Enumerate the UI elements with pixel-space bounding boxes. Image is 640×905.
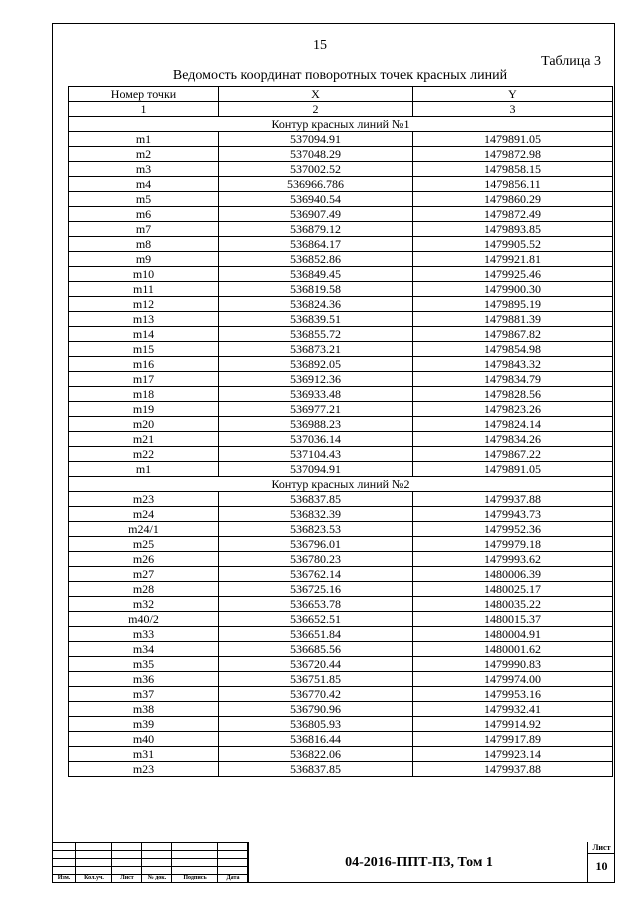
y-cell: 1479893.85: [413, 222, 613, 237]
point-number-cell: m3: [69, 162, 219, 177]
point-number-cell: m33: [69, 627, 219, 642]
column-number: 3: [413, 102, 613, 117]
point-number-cell: m32: [69, 597, 219, 612]
table-row: [69, 327, 613, 342]
y-cell: 1479856.11: [413, 177, 613, 192]
x-cell: 536864.17: [219, 237, 413, 252]
table-row: [69, 342, 613, 357]
table-row: [69, 402, 613, 417]
y-cell: 1479872.98: [413, 147, 613, 162]
y-cell: 1480035.22: [413, 597, 613, 612]
table-row: [69, 597, 613, 612]
table-row: [69, 417, 613, 432]
y-cell: 1479905.52: [413, 237, 613, 252]
y-cell: 1479895.19: [413, 297, 613, 312]
table-row: [69, 732, 613, 747]
y-cell: 1479891.05: [413, 132, 613, 147]
table-row: [69, 177, 613, 192]
x-cell: 536819.58: [219, 282, 413, 297]
title-block-grid: [52, 842, 248, 883]
table-row: [69, 462, 613, 477]
point-number-cell: m21: [69, 432, 219, 447]
column-number: 1: [69, 102, 219, 117]
y-cell: 1479872.49: [413, 207, 613, 222]
x-cell: 536837.85: [219, 492, 413, 507]
y-cell: 1479937.88: [413, 492, 613, 507]
point-number-cell: m37: [69, 687, 219, 702]
y-cell: 1479974.00: [413, 672, 613, 687]
point-number-cell: m12: [69, 297, 219, 312]
point-number-cell: m24: [69, 507, 219, 522]
table-row: [69, 282, 613, 297]
document-code: 04-2016-ППТ-ПЗ, Том 1: [248, 842, 589, 883]
table-row: [69, 567, 613, 582]
y-cell: 1479828.56: [413, 387, 613, 402]
point-number-cell: m40/2: [69, 612, 219, 627]
point-number-cell: m25: [69, 537, 219, 552]
x-cell: 536770.42: [219, 687, 413, 702]
x-cell: 536849.45: [219, 267, 413, 282]
point-number-cell: m23: [69, 762, 219, 777]
header-row: [69, 87, 613, 102]
sheet-box: [587, 842, 615, 883]
coordinates-table: [68, 86, 613, 777]
point-number-cell: m40: [69, 732, 219, 747]
coordinates-body: [69, 117, 613, 777]
header-point-number: Номер точки: [69, 87, 219, 102]
y-cell: 1479921.81: [413, 252, 613, 267]
y-cell: 1480015.37: [413, 612, 613, 627]
x-cell: 536651.84: [219, 627, 413, 642]
stamp-label-count: Кол.уч.: [84, 875, 104, 881]
point-number-cell: m5: [69, 192, 219, 207]
y-cell: 1479823.26: [413, 402, 613, 417]
point-number-cell: m22: [69, 447, 219, 462]
table-title: Ведомость координат поворотных точек красных линий: [172, 68, 508, 83]
y-cell: 1479854.98: [413, 342, 613, 357]
x-cell: 536653.78: [219, 597, 413, 612]
x-cell: 536823.53: [219, 522, 413, 537]
x-cell: 536933.48: [219, 387, 413, 402]
x-cell: 536832.39: [219, 507, 413, 522]
x-cell: 536855.72: [219, 327, 413, 342]
table-row: [69, 132, 613, 147]
x-cell: 537094.91: [219, 132, 413, 147]
point-number-cell: m13: [69, 312, 219, 327]
sheet-number: 10: [595, 859, 608, 873]
x-cell: 536839.51: [219, 312, 413, 327]
y-cell: 1479932.41: [413, 702, 613, 717]
x-cell: 536652.51: [219, 612, 413, 627]
table-row: [69, 387, 613, 402]
x-cell: 536873.21: [219, 342, 413, 357]
point-number-cell: m9: [69, 252, 219, 267]
point-number-cell: m2: [69, 147, 219, 162]
point-number-cell: m10: [69, 267, 219, 282]
y-cell: 1480006.39: [413, 567, 613, 582]
y-cell: 1479824.14: [413, 417, 613, 432]
point-number-cell: m36: [69, 672, 219, 687]
point-number-cell: m18: [69, 387, 219, 402]
table-row: [69, 762, 613, 777]
x-cell: 536988.23: [219, 417, 413, 432]
point-number-cell: m7: [69, 222, 219, 237]
point-number-cell: m1: [69, 132, 219, 147]
y-cell: 1479943.73: [413, 507, 613, 522]
x-cell: 536907.49: [219, 207, 413, 222]
x-cell: 536751.85: [219, 672, 413, 687]
table-row: [69, 162, 613, 177]
section-title: Контур красных линий №2: [69, 477, 613, 492]
y-cell: 1479937.88: [413, 762, 613, 777]
section-header-row: [69, 117, 613, 132]
x-cell: 536912.36: [219, 372, 413, 387]
point-number-cell: m8: [69, 237, 219, 252]
x-cell: 537104.43: [219, 447, 413, 462]
stamp-label-doc-number: № док.: [147, 875, 167, 881]
sheet-label: Лист: [592, 843, 611, 852]
x-cell: 536762.14: [219, 567, 413, 582]
table-row: [69, 507, 613, 522]
y-cell: 1479917.89: [413, 732, 613, 747]
point-number-cell: m17: [69, 372, 219, 387]
table-row: [69, 252, 613, 267]
table-row: [69, 297, 613, 312]
table-row: [69, 642, 613, 657]
y-cell: 1479867.82: [413, 327, 613, 342]
table-row: [69, 207, 613, 222]
table-row: [69, 612, 613, 627]
stamp-label-signature: Подпись: [183, 875, 207, 881]
header-x: X: [219, 87, 413, 102]
section-title: Контур красных линий №1: [69, 117, 613, 132]
y-cell: 1479843.32: [413, 357, 613, 372]
y-cell: 1479953.16: [413, 687, 613, 702]
x-cell: 537036.14: [219, 432, 413, 447]
y-cell: 1479834.26: [413, 432, 613, 447]
point-number-cell: m27: [69, 567, 219, 582]
point-number-cell: m20: [69, 417, 219, 432]
table-row: [69, 657, 613, 672]
point-number-cell: m14: [69, 327, 219, 342]
table-row: [69, 267, 613, 282]
point-number-cell: m15: [69, 342, 219, 357]
point-number-cell: m19: [69, 402, 219, 417]
x-cell: 536822.06: [219, 747, 413, 762]
x-cell: 537048.29: [219, 147, 413, 162]
point-number-cell: m39: [69, 717, 219, 732]
column-number: 2: [219, 102, 413, 117]
point-number-cell: m16: [69, 357, 219, 372]
page-number: 15: [313, 38, 327, 53]
x-cell: 536966.786: [219, 177, 413, 192]
y-cell: 1479993.62: [413, 552, 613, 567]
point-number-cell: m1: [69, 462, 219, 477]
point-number-cell: m31: [69, 747, 219, 762]
y-cell: 1479952.36: [413, 522, 613, 537]
x-cell: 536977.21: [219, 402, 413, 417]
y-cell: 1479834.79: [413, 372, 613, 387]
table-row: [69, 672, 613, 687]
point-number-cell: m23: [69, 492, 219, 507]
point-number-cell: m38: [69, 702, 219, 717]
x-cell: 536879.12: [219, 222, 413, 237]
table-row: [69, 432, 613, 447]
y-cell: 1479881.39: [413, 312, 613, 327]
point-number-cell: m24/1: [69, 522, 219, 537]
title-block: [52, 842, 615, 883]
y-cell: 1479860.29: [413, 192, 613, 207]
table-row: [69, 192, 613, 207]
header-y: Y: [413, 87, 613, 102]
x-cell: 536725.16: [219, 582, 413, 597]
column-number-row: [69, 102, 613, 117]
y-cell: 1479914.92: [413, 717, 613, 732]
point-number-cell: m11: [69, 282, 219, 297]
table-row: [69, 222, 613, 237]
x-cell: 536796.01: [219, 537, 413, 552]
x-cell: 536852.86: [219, 252, 413, 267]
table-row: [69, 372, 613, 387]
point-number-cell: m28: [69, 582, 219, 597]
point-number-cell: m26: [69, 552, 219, 567]
table-row: [69, 147, 613, 162]
table-row: [69, 537, 613, 552]
stamp-label-date: Дата: [226, 875, 240, 881]
y-cell: 1479990.83: [413, 657, 613, 672]
x-cell: 536940.54: [219, 192, 413, 207]
table-row: [69, 492, 613, 507]
y-cell: 1479891.05: [413, 462, 613, 477]
y-cell: 1479979.18: [413, 537, 613, 552]
x-cell: 536780.23: [219, 552, 413, 567]
table-row: [69, 357, 613, 372]
table-row: [69, 447, 613, 462]
table-label: Таблица 3: [541, 54, 601, 69]
table-row: [69, 702, 613, 717]
y-cell: 1479925.46: [413, 267, 613, 282]
x-cell: 537002.52: [219, 162, 413, 177]
y-cell: 1479900.30: [413, 282, 613, 297]
x-cell: 537094.91: [219, 462, 413, 477]
y-cell: 1479923.14: [413, 747, 613, 762]
x-cell: 536892.05: [219, 357, 413, 372]
x-cell: 536790.96: [219, 702, 413, 717]
table-row: [69, 747, 613, 762]
table-row: [69, 687, 613, 702]
point-number-cell: m34: [69, 642, 219, 657]
stamp-label-change: Изм.: [57, 875, 71, 881]
x-cell: 536720.44: [219, 657, 413, 672]
point-number-cell: m6: [69, 207, 219, 222]
x-cell: 536824.36: [219, 297, 413, 312]
table-row: [69, 522, 613, 537]
table-row: [69, 627, 613, 642]
table-row: [69, 717, 613, 732]
x-cell: 536837.85: [219, 762, 413, 777]
section-header-row: [69, 477, 613, 492]
y-cell: 1480025.17: [413, 582, 613, 597]
stamp-label-sheet: Лист: [120, 875, 134, 881]
y-cell: 1480001.62: [413, 642, 613, 657]
y-cell: 1479867.22: [413, 447, 613, 462]
y-cell: 1480004.91: [413, 627, 613, 642]
table-row: [69, 552, 613, 567]
y-cell: 1479858.15: [413, 162, 613, 177]
point-number-cell: m35: [69, 657, 219, 672]
table-row: [69, 237, 613, 252]
table-row: [69, 312, 613, 327]
table-row: [69, 582, 613, 597]
point-number-cell: m4: [69, 177, 219, 192]
x-cell: 536816.44: [219, 732, 413, 747]
x-cell: 536805.93: [219, 717, 413, 732]
x-cell: 536685.56: [219, 642, 413, 657]
